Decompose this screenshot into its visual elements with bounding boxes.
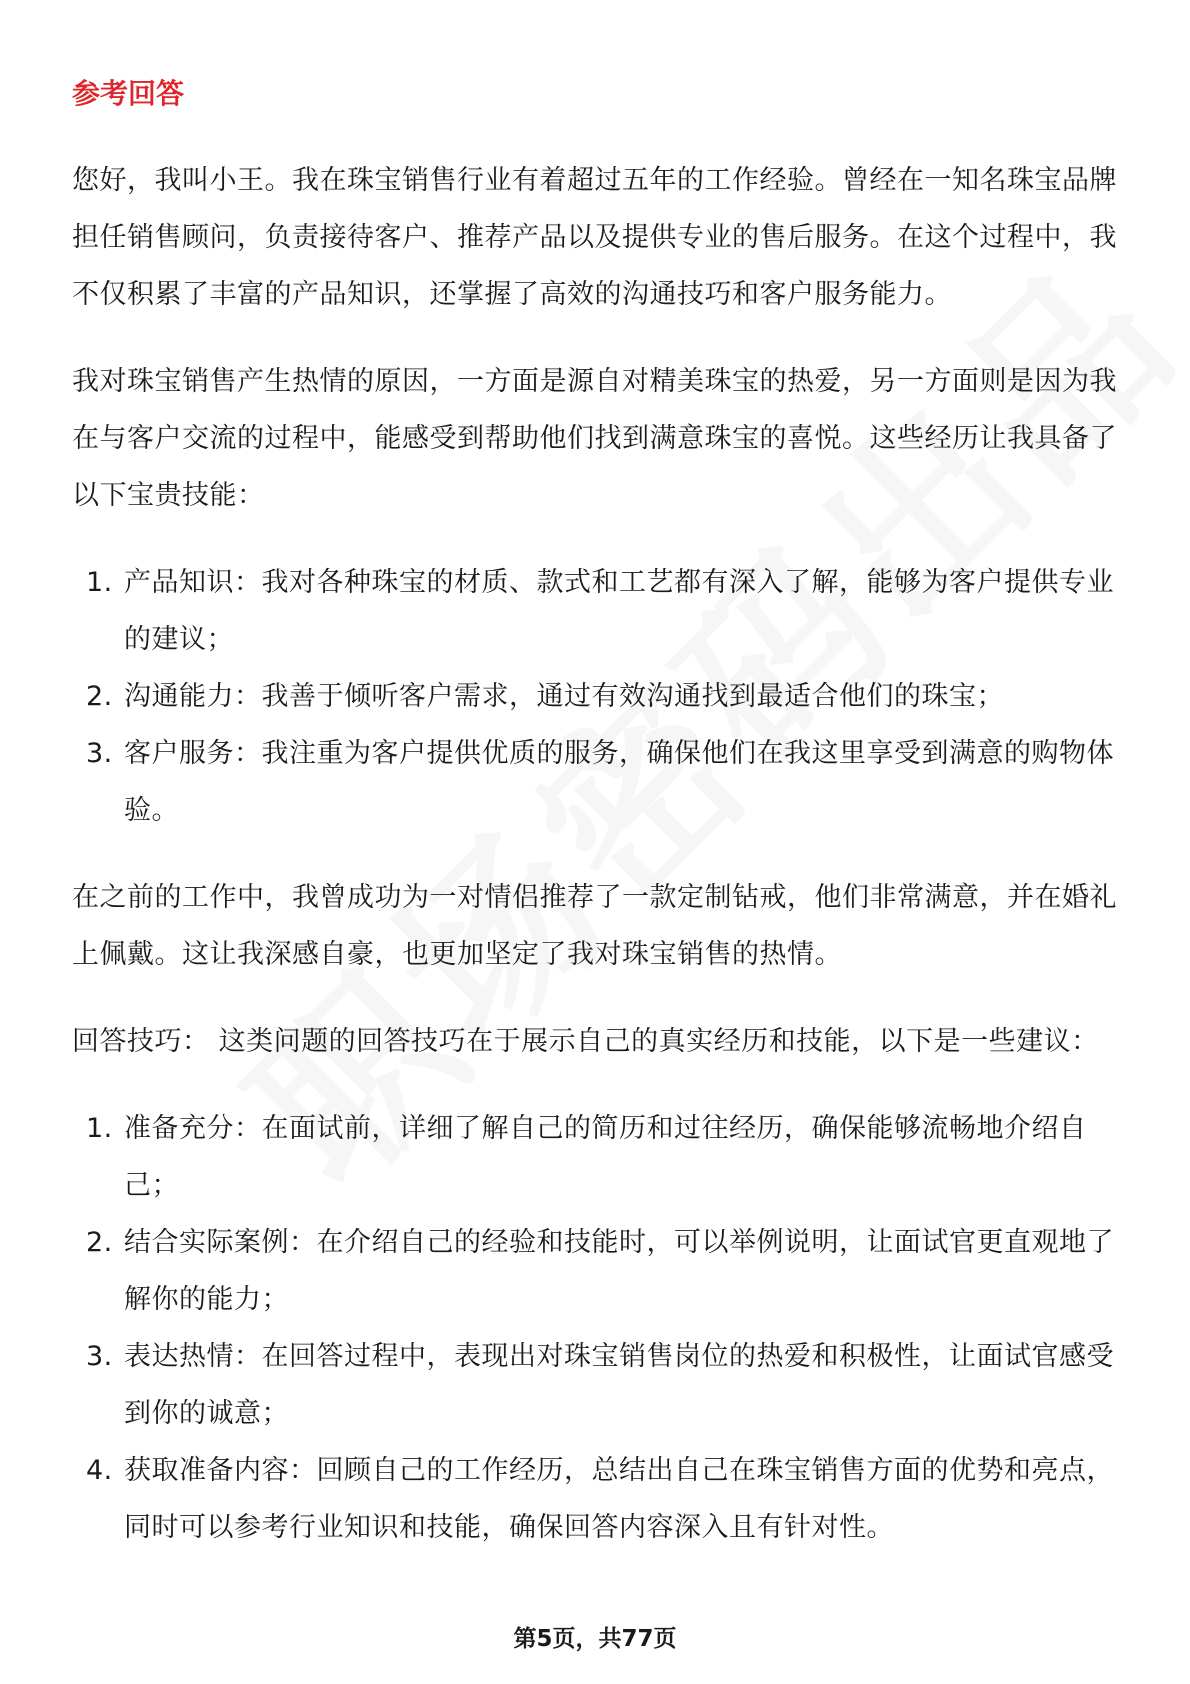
list-item-text: 沟通能力：我善于倾听客户需求，通过有效沟通找到最适合他们的珠宝；: [124, 681, 1004, 712]
skills-list: [72, 554, 1122, 839]
passion-paragraph: 我对珠宝销售产生热情的原因，一方面是源自对精美珠宝的热爱，另一方面则是因为我在与客户交流的过程中，能感受到帮助他们找到满意珠宝的喜悦。这些经历让我具备了以下宝贵技能：: [72, 366, 1117, 511]
list-item: [72, 554, 1122, 668]
list-item-text: 获取准备内容：回顾自己的工作经历，总结出自己在珠宝销售方面的优势和亮点，同时可以参考行业知识和技能，确保回答内容深入且有针对性。: [124, 1455, 1114, 1543]
list-item: [72, 1442, 1122, 1556]
tips-intro-paragraph: 回答技巧： 这类问题的回答技巧在于展示自己的真实经历和技能，以下是一些建议：: [72, 1026, 1099, 1057]
intro-paragraph: 您好，我叫小王。我在珠宝销售行业有着超过五年的工作经验。曾经在一知名珠宝品牌担任销售顾问，负责接待客户、推荐产品以及提供专业的售后服务。在这个过程中，我不仅积累了丰富的产品知识，还掌握了高效的沟通技巧和客户服务能力。: [72, 165, 1117, 310]
list-number: 3.: [86, 738, 113, 769]
list-number: 4.: [86, 1455, 113, 1486]
list-item-text: 表达热情：在回答过程中，表现出对珠宝销售岗位的热爱和积极性，让面试官感受到你的诚意；: [124, 1341, 1114, 1429]
document-body: [72, 74, 1122, 1586]
list-item-text: 准备充分：在面试前，详细了解自己的简历和过往经历，确保能够流畅地介绍自己；: [124, 1113, 1087, 1201]
list-number: 3.: [86, 1341, 113, 1372]
list-item-text: 结合实际案例：在介绍自己的经验和技能时，可以举例说明，让面试官更直观地了解你的能力；: [124, 1227, 1114, 1315]
section-heading: 参考回答: [72, 77, 185, 110]
list-number: 1.: [86, 1113, 113, 1144]
list-item: [72, 1328, 1122, 1442]
list-item: [72, 1214, 1122, 1328]
example-paragraph: 在之前的工作中，我曾成功为一对情侣推荐了一款定制钻戒，他们非常满意，并在婚礼上佩戴。这让我深感自豪，也更加坚定了我对珠宝销售的热情。: [72, 882, 1117, 970]
list-number: 1.: [86, 567, 113, 598]
list-item-text: 产品知识：我对各种珠宝的材质、款式和工艺都有深入了解，能够为客户提供专业的建议；: [124, 567, 1114, 655]
list-number: 2.: [86, 681, 113, 712]
list-item: [72, 1100, 1122, 1214]
tips-list: [72, 1100, 1122, 1556]
list-item: [72, 725, 1122, 839]
list-item-text: 客户服务：我注重为客户提供优质的服务，确保他们在我这里享受到满意的购物体验。: [124, 738, 1114, 826]
list-number: 2.: [86, 1227, 113, 1258]
page-footer: 第5页，共77页: [513, 1626, 677, 1652]
list-item: [72, 668, 1122, 725]
